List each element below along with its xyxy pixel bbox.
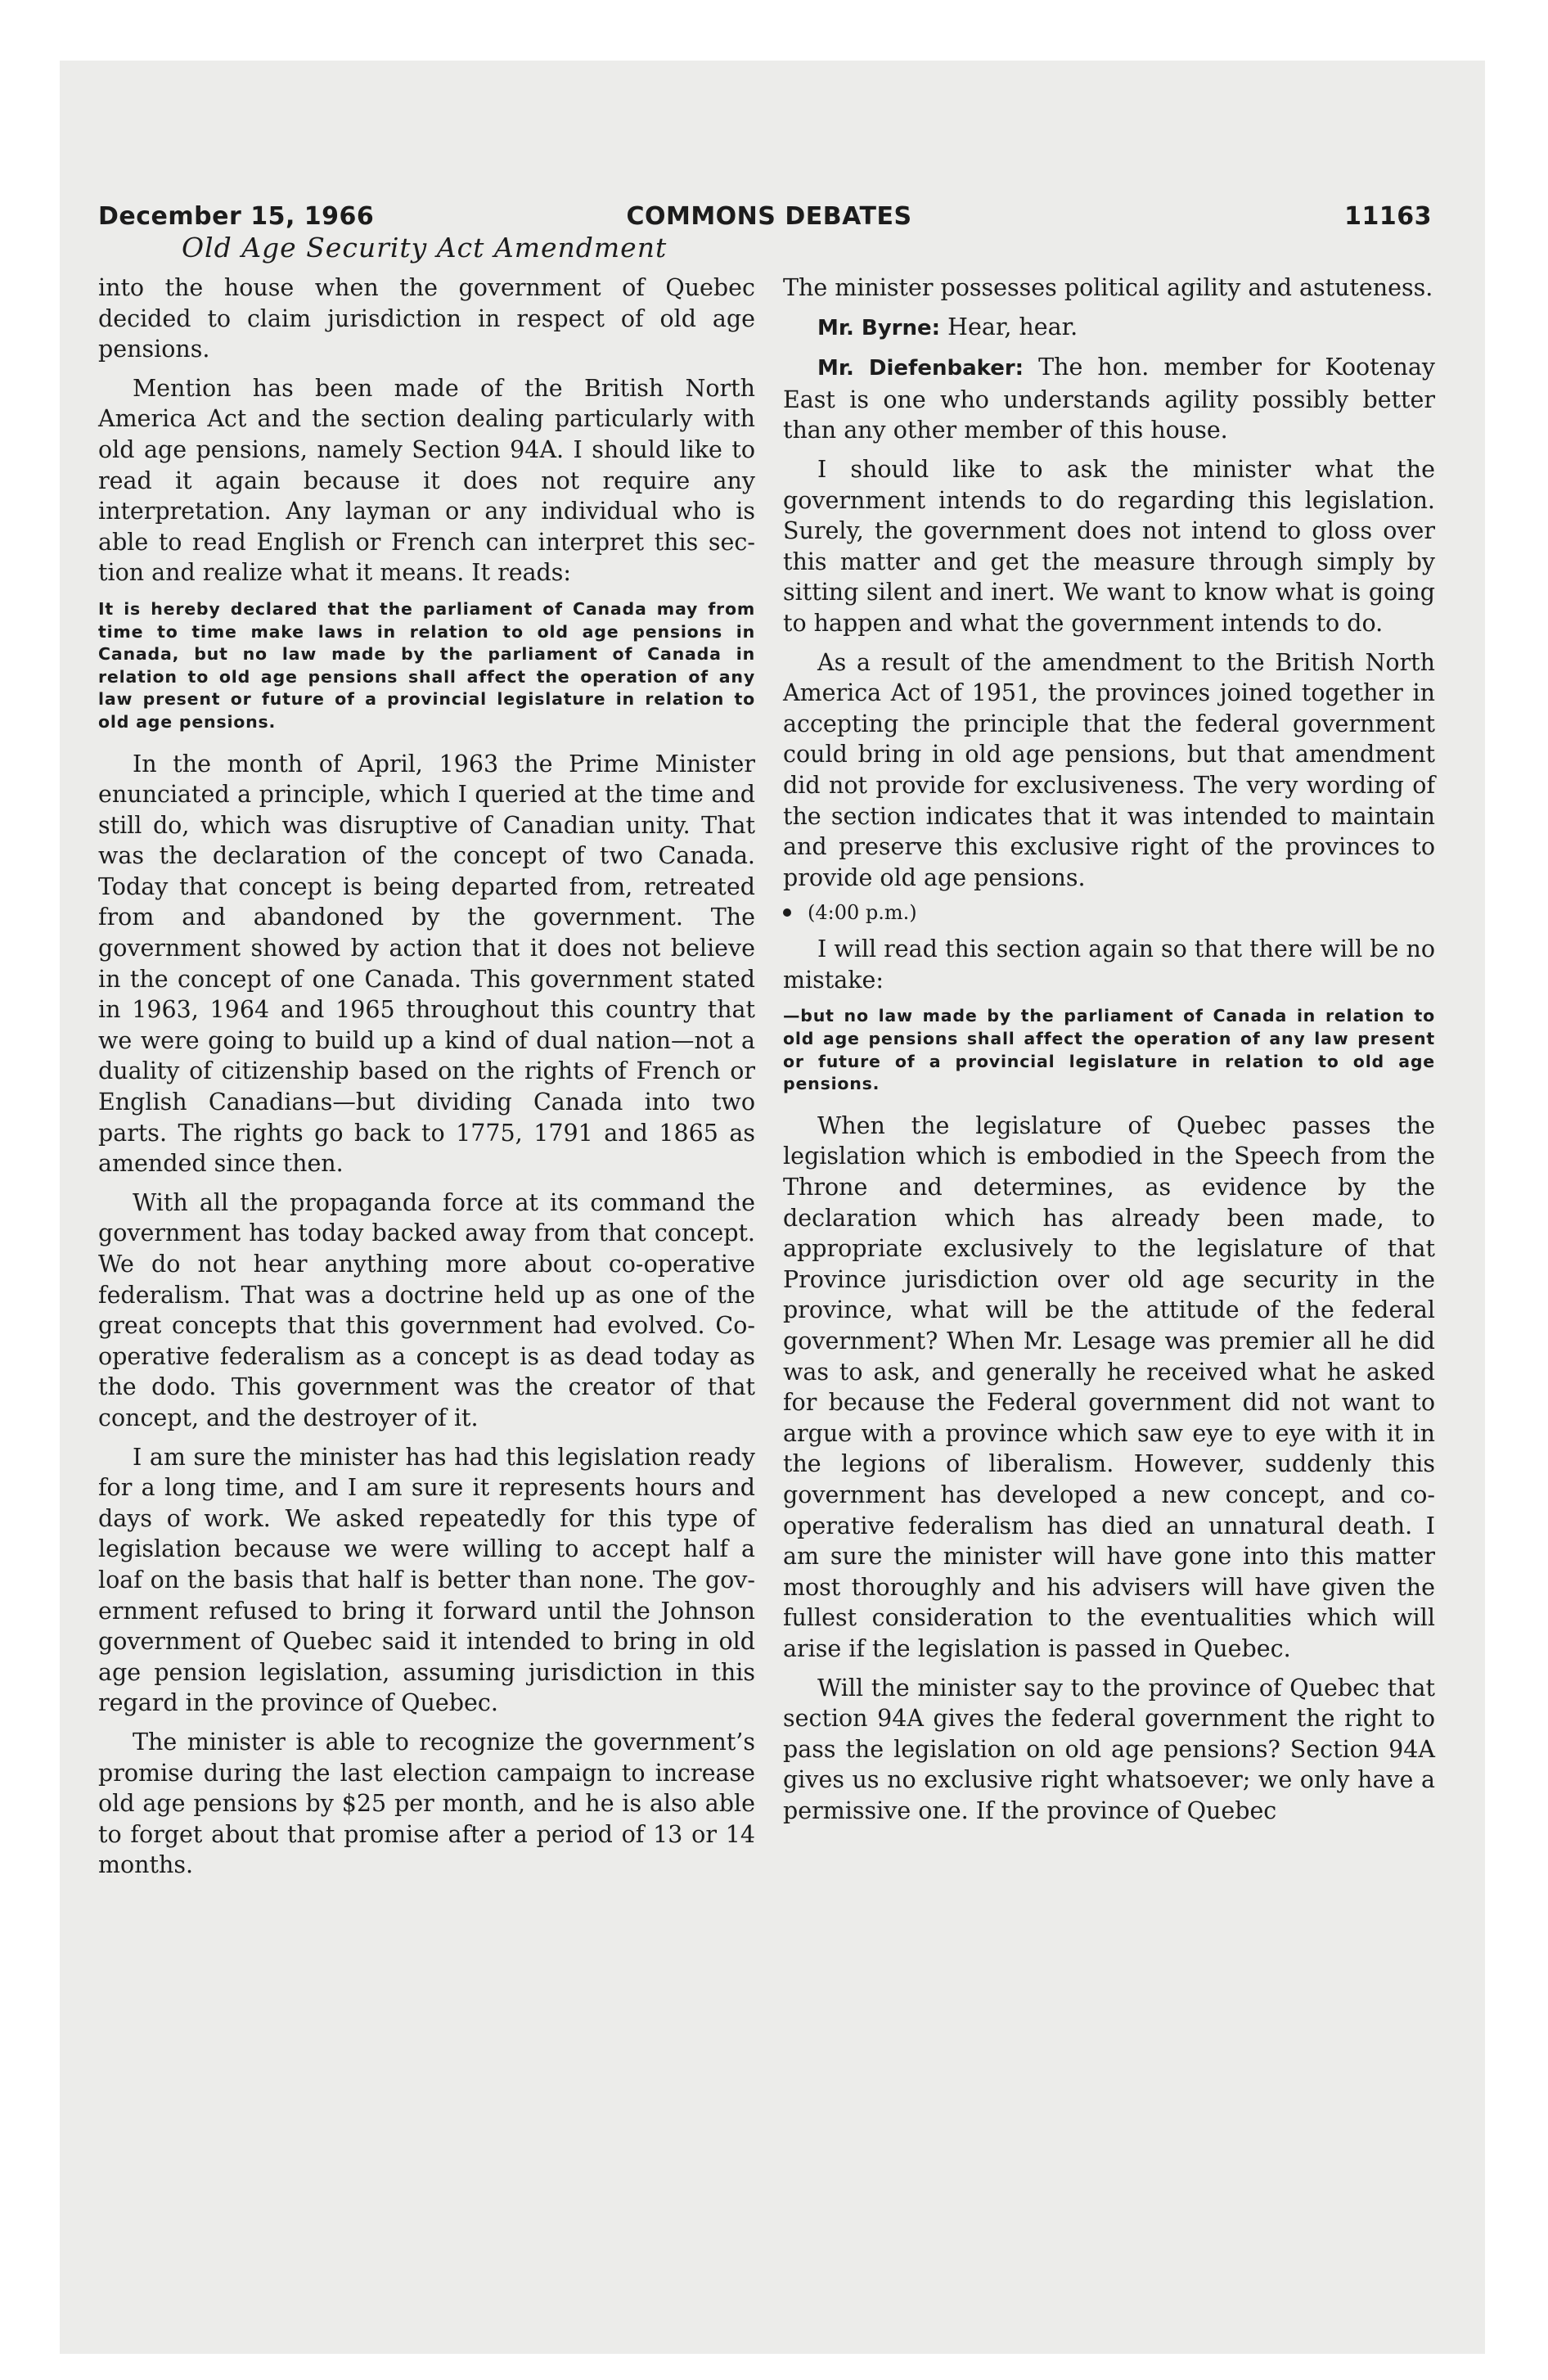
paragraph: I will read this section again so that there will be no mistake: <box>783 935 1435 994</box>
paragraph: Will the minister say to the province of Quebec that section 94A gives the federal government the right to pass the legislation on old age pensions? Section 94A gives us no exclusive right whatsoever; we only have a permissive one. If the province of Quebec <box>783 1674 1435 1824</box>
block-quote: —but no law made by the parliament of Canada in relation to old age pensions shall affect the operation of any law present or future of a provincial legislature in relation to old age pensions. <box>783 1006 1435 1094</box>
page-number: 11163 <box>1344 202 1432 231</box>
running-subtitle: Old Age Security Act Amendment <box>182 232 668 264</box>
paragraph: With all the propaganda force at its command the government has today backed away from that concept. We do not hear anything more about co-operative federalism. That was a doctrine held up as one of the great concepts that this government had evolved. Co-operative federalism as a concept is as dead today as the dodo. This government was the creator of that concept, and the destroyer of it. <box>98 1188 755 1431</box>
paragraph: I should like to ask the minister what the government intends to do regarding this legislation. Surely, the government does not intend to gloss over this matter and get the measure through simply by sitting silent and inert. We want to know what is going to happen and what the government intends to do. <box>783 455 1435 637</box>
paragraph: The minister possesses political agility and astuteness. <box>783 274 1433 301</box>
block-quote: It is hereby declared that the parliament of Canada may from time to time make laws in relation to old age pensions in Canada, but no law made by the parliament of Canada in relation to old age pensions shall affect the operation of any law present or future of a provincial legislature in relation to old age pensions. <box>98 598 755 732</box>
speech-byrne <box>783 312 1435 345</box>
paragraph: I am sure the minister has had this legislation ready for a long time, and I am sure it represents hours and days of work. We asked repeatedly for this type of legislation because we were willing to accept half a loaf on the basis that half is better than none. The government refused to bring it forward until the Johnson government of Quebec said it intended to bring in old age pension legislation, assuming jurisdiction in this regard in the province of Quebec. <box>98 1443 755 1717</box>
paragraph: The minister is able to recognize the government’s promise during the last election campaign to increase old age pensions by $25 per month, and he is also able to forget about that promise after a period of 13 or 14 months. <box>98 1728 755 1879</box>
speaker-name: Mr. Diefenbaker: <box>817 356 1024 381</box>
right-column <box>783 273 1435 1835</box>
bullet-icon <box>783 908 791 917</box>
page-header <box>98 202 1432 235</box>
speaker-name: Mr. Byrne: <box>817 315 941 340</box>
header-date: December 15, 1966 <box>98 202 375 231</box>
speech-text: Hear, hear. <box>947 313 1078 340</box>
paragraph: into the house when the government of Quebec decided to claim jurisdiction in respect of old age pensions. <box>98 274 755 363</box>
paragraph: In the month of April, 1963 the Prime Minister enunciated a principle, which I queried at the time and still do, which was disruptive of Canadian unity. That was the declaration of the concept of two Canada. Today that concept is being departed from, retreated from and abandoned by the government. The government showed by action that it does not believe in the concept of one Canada. This government stated in 1963, 1964 and 1965 throughout this country that we were going to build up a kind of dual nation—not a duality of citizenship based on the rights of French or English Canadians—but dividing Canada into two parts. The rights go back to 1775, 1791 and 1865 as amended since then. <box>98 750 755 1178</box>
speech-text: The hon. member for Kootenay East is one who understands agility possibly better than any other member of this house. <box>783 354 1435 444</box>
paragraph: When the legislature of Quebec passes the legislation which is embodied in the Speech from the Throne and determines, as evidence by the declaration which has already been made, to appropriate exclusively to the legislature of that Province jurisdiction over old age security in the province, what will be the attitude of the federal government? When Mr. Lesage was premier all he did was to ask, and generally he received what he asked for because the Federal government did not want to argue with a province which saw eye to eye with it in the legions of liberalism. However, suddenly this government has developed a new concept, and co-operative federalism has died an unnatural death. I am sure the minister will have gone into this matter most thoroughly and his advisers will have given the fullest consideration to the eventualities which will arise if the legislation is passed in Quebec. <box>783 1111 1435 1662</box>
left-column <box>98 273 755 1889</box>
speech-diefenbaker <box>783 352 1435 446</box>
paragraph: Mention has been made of the British North America Act and the section dealing particularly with old age pensions, namely Section 94A. I should like to read it again because it does not require any interpretation. Any layman or any individual who is able to read English or French can interpret this section and realize what it means. It reads: <box>98 374 755 587</box>
paragraph: As a result of the amendment to the British North America Act of 1951, the provinces joined together in accepting the principle that the federal government could bring in old age pensions, but that amendment did not provide for exclusiveness. The very wording of the section indicates that it was intended to maintain and preserve this exclusive right of the provinces to provide old age pensions. <box>783 648 1435 891</box>
time-stamp <box>783 901 1435 924</box>
header-title: COMMONS DEBATES <box>626 202 912 231</box>
time-text: (4:00 p.m.) <box>808 901 917 925</box>
